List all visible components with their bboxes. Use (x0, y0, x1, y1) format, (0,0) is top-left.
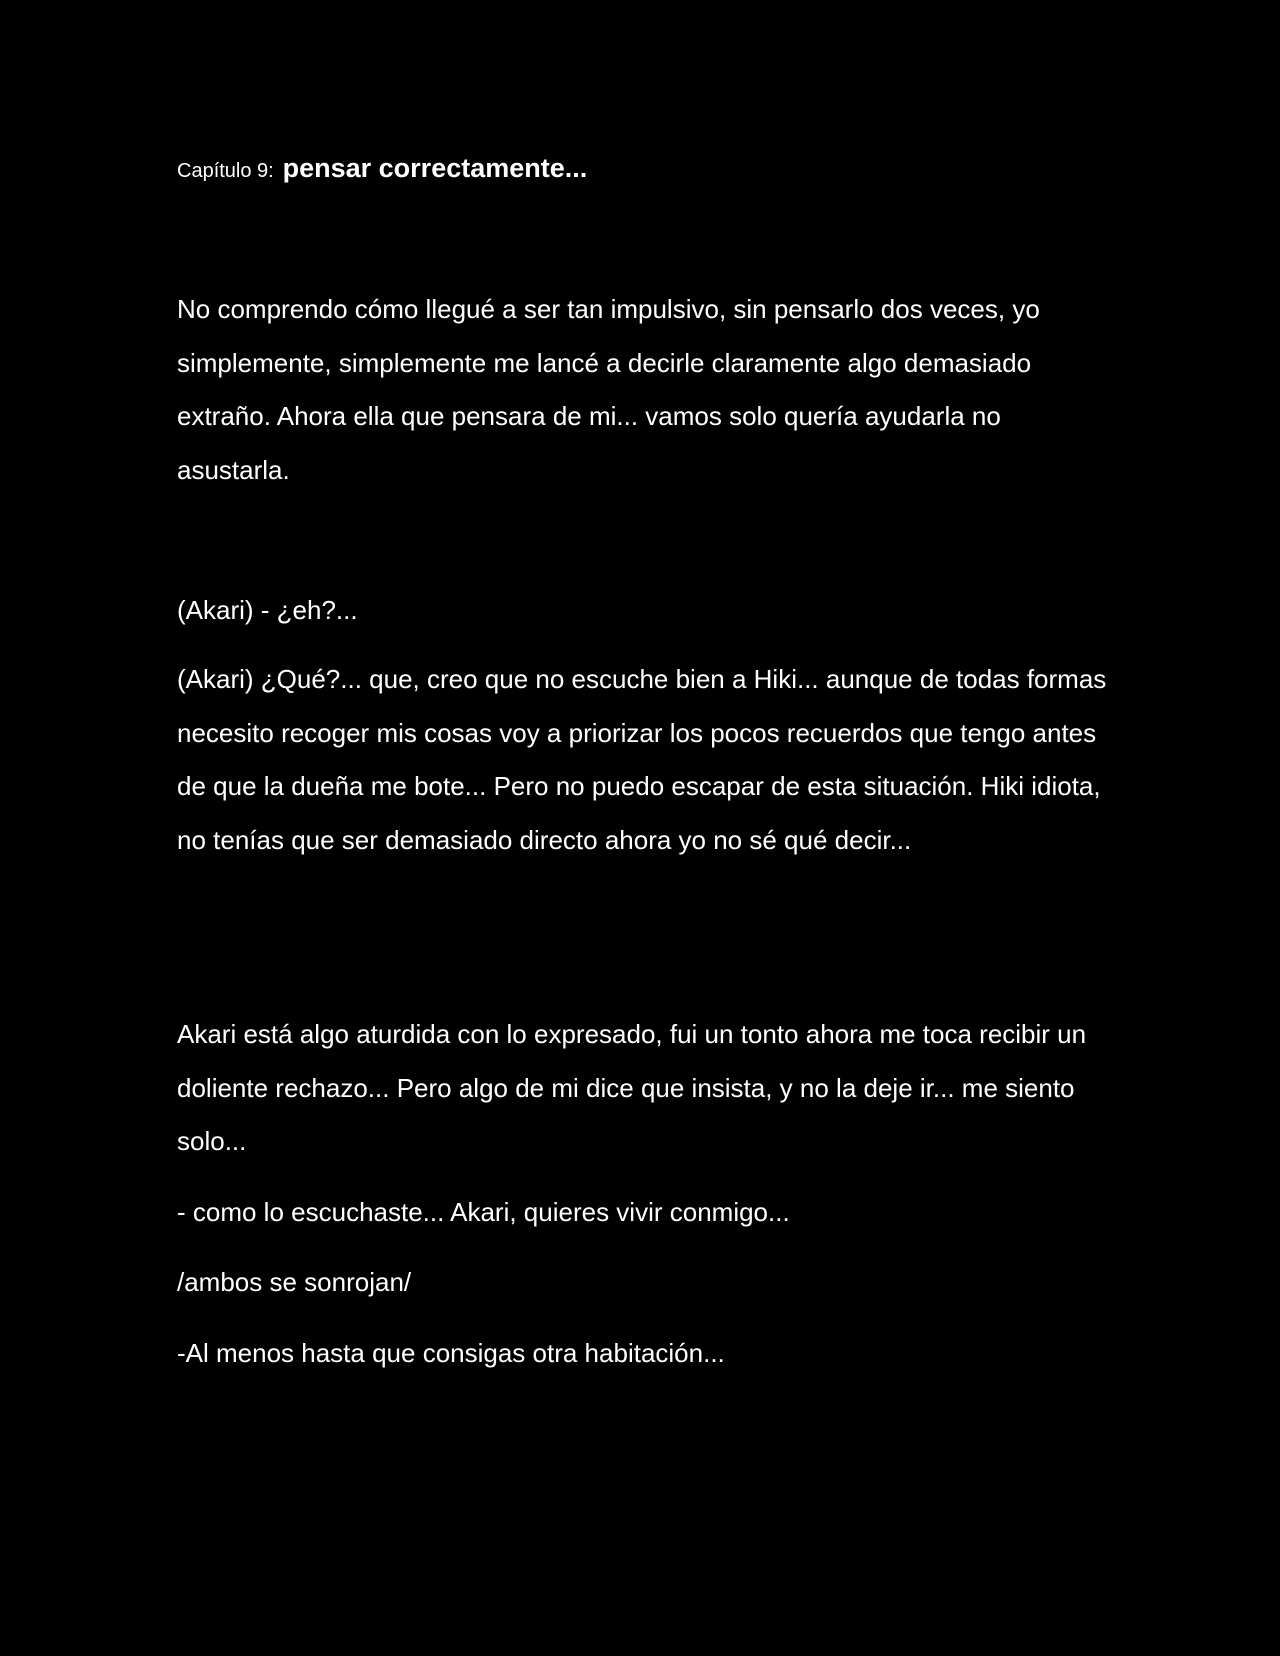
paragraph-blush: /ambos se sonrojan/ (177, 1267, 412, 1297)
chapter-title: pensar correctamente... (282, 153, 588, 183)
chapter-label: Capítulo 9: (177, 160, 274, 182)
paragraph-until-room: -Al menos hasta que consigas otra habitación... (177, 1338, 725, 1368)
paragraph-question: - como lo escuchaste... Akari, quieres vivir conmigo... (177, 1197, 790, 1227)
paragraph-akari-thoughts: (Akari) ¿Qué?... que, creo que no escuche bien a Hiki... aunque de todas formas necesito recoger mis cosas voy a priorizar los pocos recuerdos que tengo antes de que la dueña me bote... Pero no puedo escapar de esta situación. Hiki idiota, no tenías que ser demasiado directo ahora yo no sé qué decir... (177, 664, 1107, 855)
paragraph-akari-eh: (Akari) - ¿eh?... (177, 595, 358, 625)
paragraph-intro: No comprendo cómo llegué a ser tan impulsivo, sin pensarlo dos veces, yo simplemente, simplemente me lancé a decirle claramente algo demasiado extraño. Ahora ella que pensara de mi... vamos solo quería ayudarla no asustarla. (177, 294, 1040, 485)
chapter-heading (177, 150, 587, 182)
paragraph-narration: Akari está algo aturdida con lo expresado, fui un tonto ahora me toca recibir un doliente rechazo... Pero algo de mi dice que insista, y no la deje ir... me siento solo... (177, 1019, 1087, 1156)
